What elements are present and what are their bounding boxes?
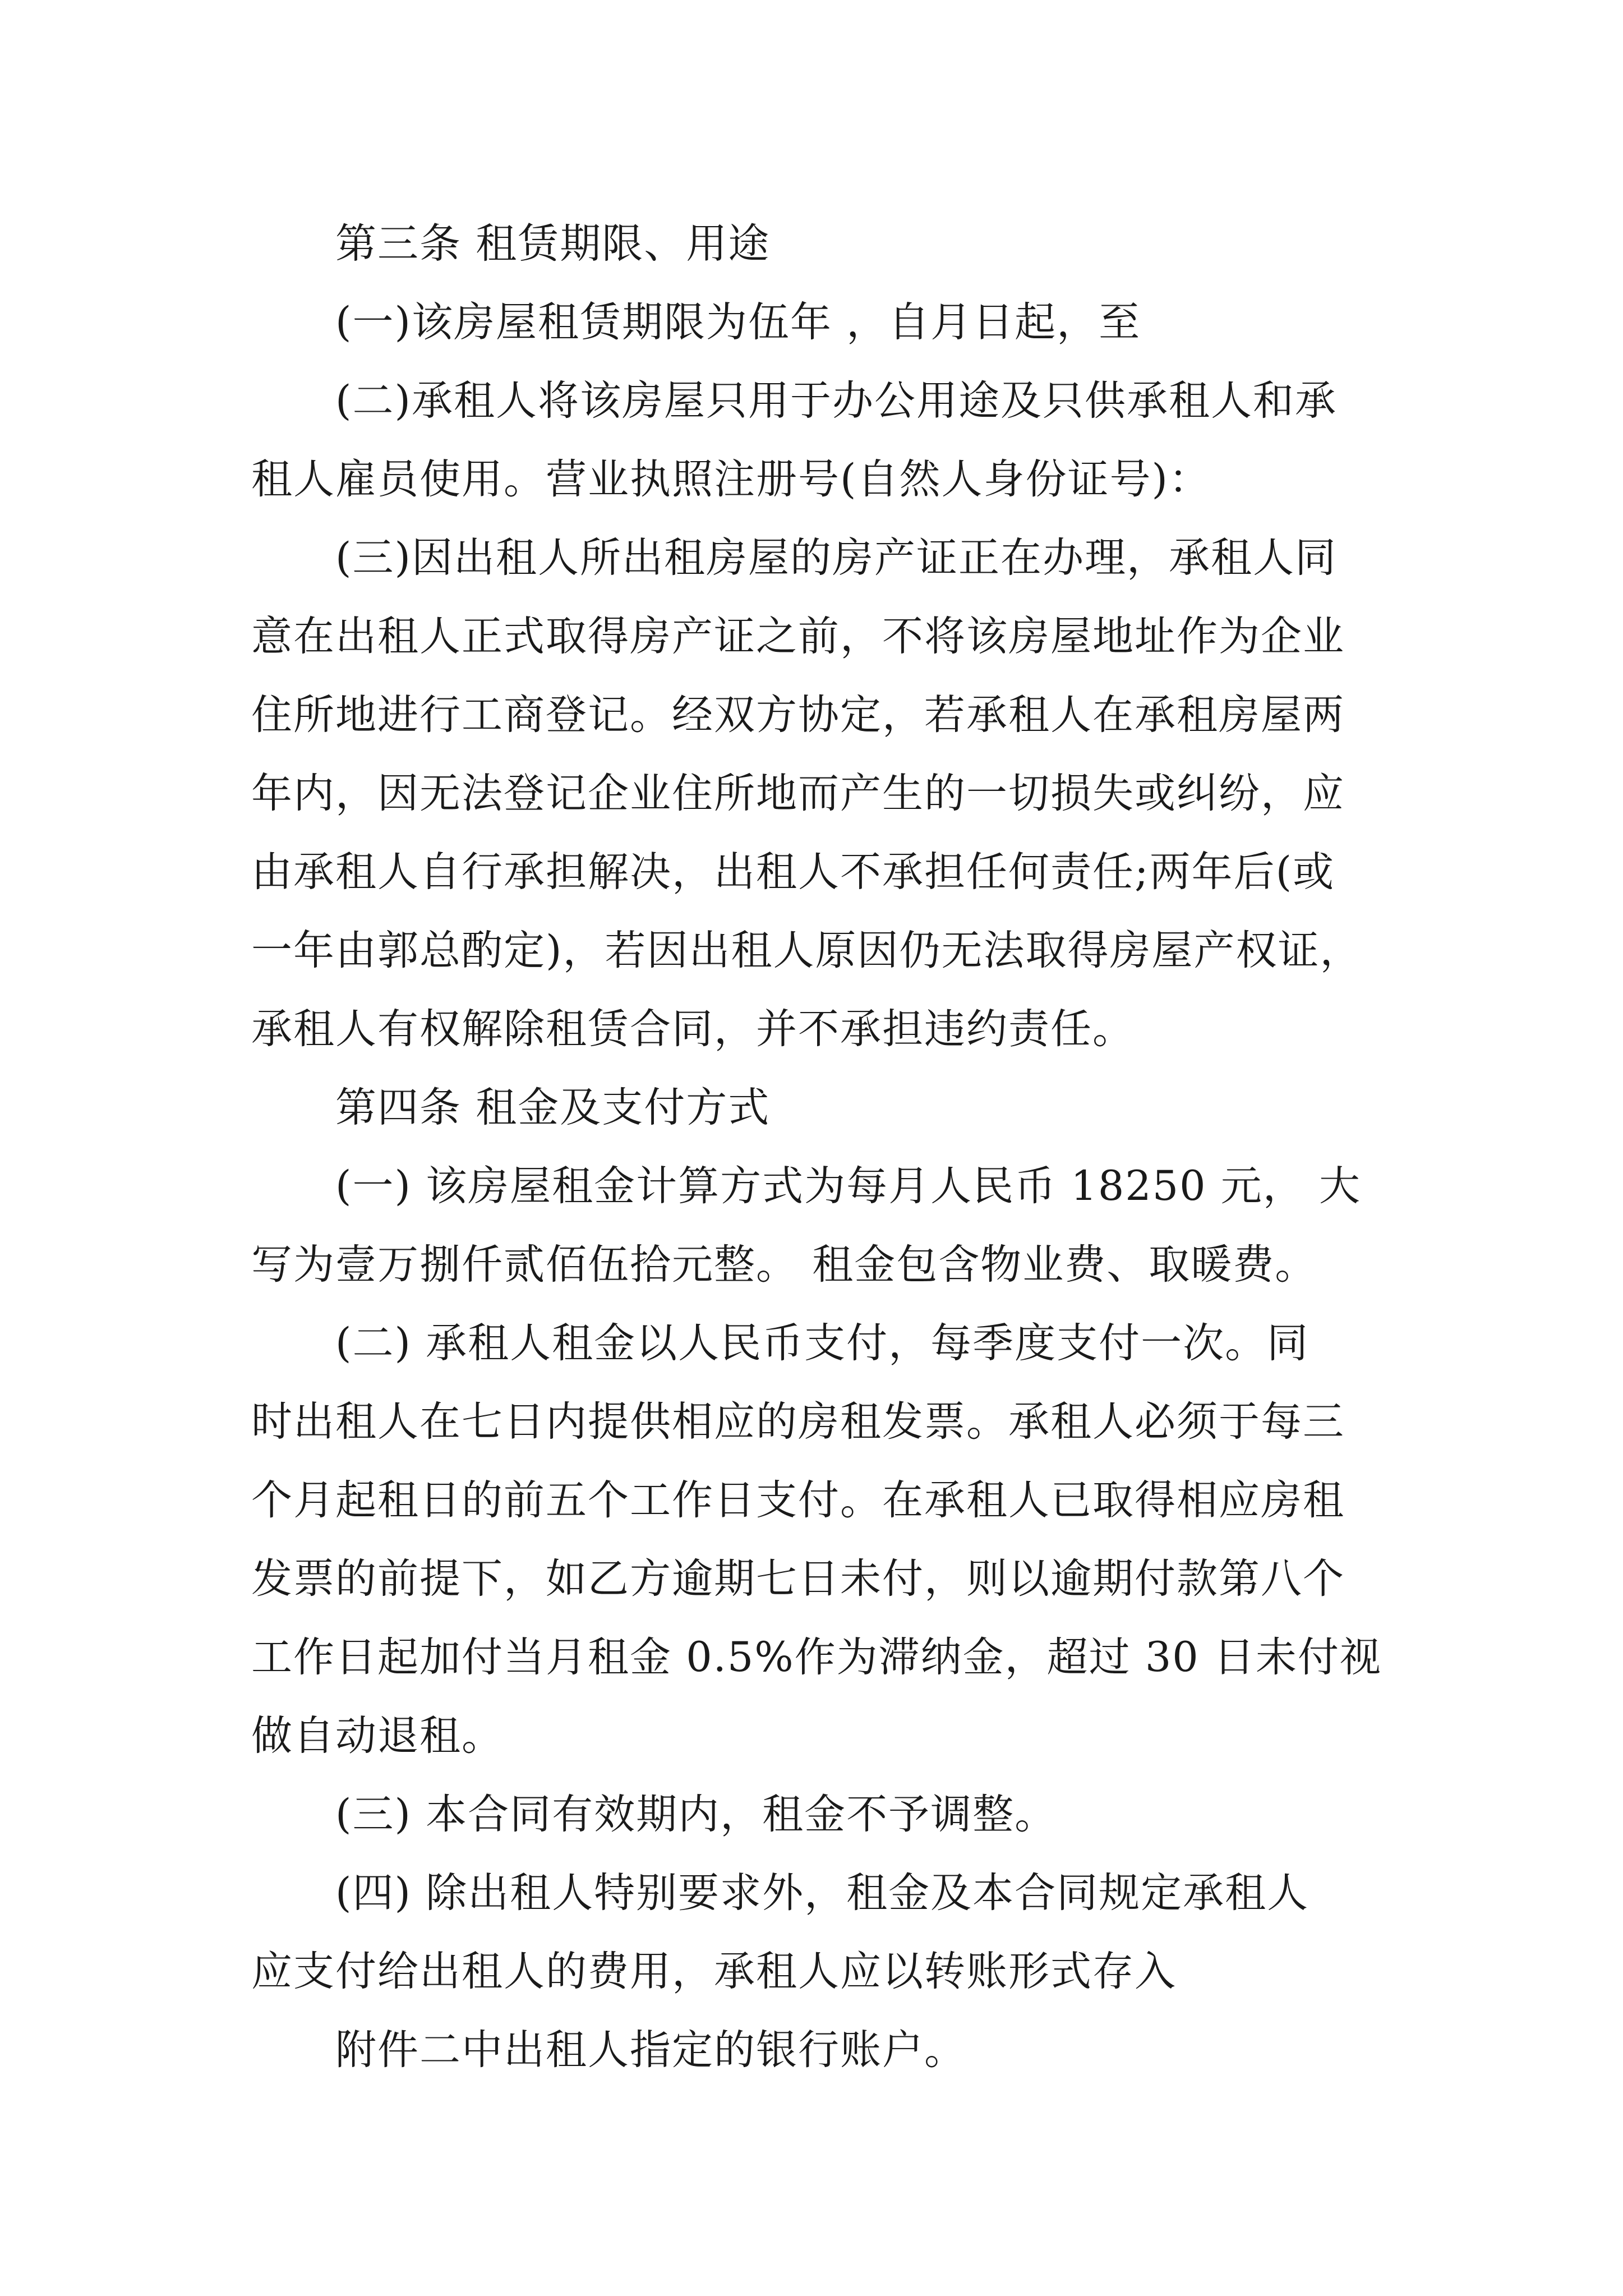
section-4-clause-1-line-1: (一) 该房屋租金计算方式为每月人民币 18250 元， 大 [335, 1162, 1362, 1210]
section-4-clause-2-line-4: 发票的前提下，如乙方逾期七日未付，则以逾期付款第八个 [251, 1555, 1345, 1603]
section-3-clause-3-line-5: 由承租人自行承担解决，出租人不承担任何责任;两年后(或 [251, 848, 1335, 896]
section-4-heading: 第四条 租金及支付方式 [335, 1084, 771, 1131]
section-3-clause-3-line-1: (三)因出租人所出租房屋的房产证正在办理，承租人同 [335, 534, 1337, 582]
section-3-clause-3-line-3: 住所地进行工商登记。经双方协定，若承租人在承租房屋两 [251, 691, 1345, 739]
section-4-clause-4-line-2: 应支付给出租人的费用，承租人应以转账形式存入 [251, 1948, 1177, 1995]
section-4-clause-4-line-1: (四) 除出租人特别要求外，租金及本合同规定承租人 [335, 1869, 1310, 1917]
section-4-clause-2-line-5: 工作日起加付当月租金 0.5%作为滞纳金，超过 30 日未付视 [251, 1634, 1382, 1681]
section-3-clause-3-line-4: 年内，因无法登记企业住所地而产生的一切损失或纠纷，应 [251, 770, 1345, 817]
section-4-clause-2-line-2: 时出租人在七日内提供相应的房租发票。承租人必须于每三 [251, 1398, 1345, 1446]
section-4-clause-2-line-3: 个月起租日的前五个工作日支付。在承租人已取得相应房租 [251, 1476, 1345, 1524]
section-3-clause-3-line-6: 一年由郭总酌定)，若因出租人原因仍无法取得房屋产权证， [251, 927, 1362, 974]
section-3-clause-2-line-1: (二)承租人将该房屋只用于办公用途及只供承租人和承 [335, 377, 1337, 425]
section-4-clause-3: (三) 本合同有效期内，租金不予调整。 [335, 1791, 1057, 1838]
section-4-clause-2-line-6: 做自动退租。 [251, 1712, 504, 1760]
section-3-clause-3-line-7: 承租人有权解除租赁合同，并不承担违约责任。 [251, 1005, 1135, 1053]
section-3-heading: 第三条 租赁期限、用途 [335, 220, 771, 268]
section-4-clause-2-line-1: (二) 承租人租金以人民币支付，每季度支付一次。同 [335, 1319, 1310, 1367]
section-4-clause-1-line-2: 写为壹万捌仟贰佰伍拾元整。 租金包含物业费、取暖费。 [251, 1241, 1317, 1289]
section-3-clause-1: (一)该房屋租赁期限为伍年 ，自月日起，至 [335, 298, 1141, 346]
section-4-clause-5: 附件二中出租人指定的银行账户。 [335, 2026, 966, 2074]
section-3-clause-2-line-2: 租人雇员使用。营业执照注册号(自然人身份证号)： [251, 455, 1211, 503]
section-3-clause-3-line-2: 意在出租人正式取得房产证之前，不将该房屋地址作为企业 [251, 613, 1345, 660]
